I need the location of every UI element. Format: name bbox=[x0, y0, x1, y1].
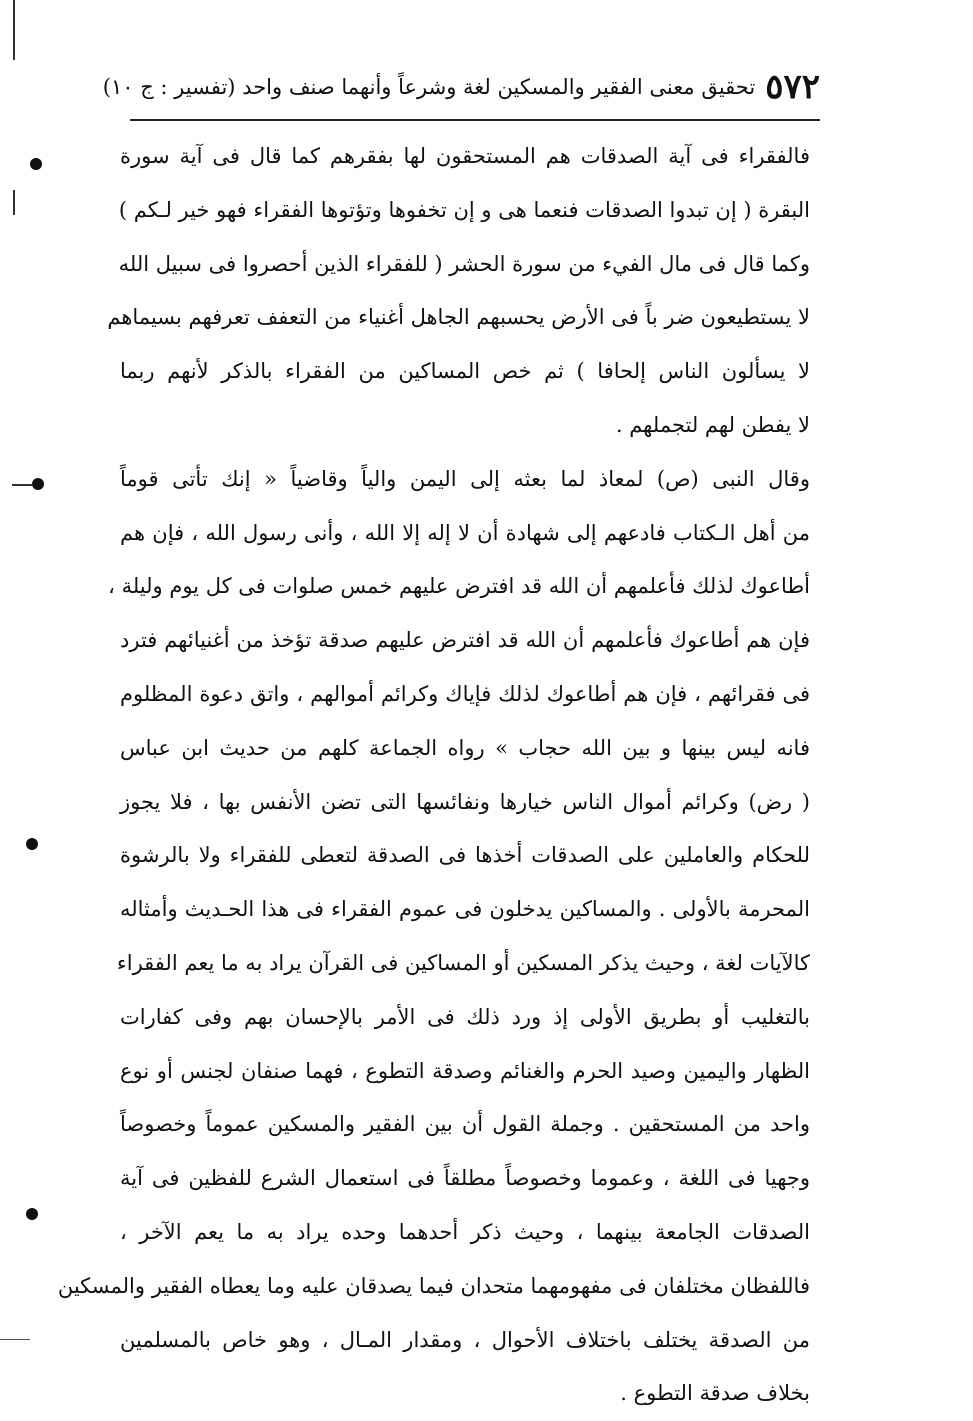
text-line: لا يفطن لهم لتجملهم . bbox=[615, 412, 810, 437]
text-line: فإن هم أطاعوك فأعلمهم أن الله قد افترض عليهم صدقة تؤخذ من أغنيائهم فترد bbox=[120, 628, 810, 653]
punch-hole-mark bbox=[30, 158, 42, 170]
punch-hole-mark bbox=[26, 1208, 38, 1220]
text-line: الصدقات الجامعة بينهما ، وحيث ذكر أحدهما وحده يراد به ما يعم الآخر ، bbox=[120, 1219, 810, 1244]
text-line: وكما قال فى مال الفيء من سورة الحشر ( للفقراء الذين أحصروا فى سبيل الله bbox=[118, 251, 810, 276]
header-rule bbox=[130, 119, 820, 121]
text-line: البقرة ( إن تبدوا الصدقات فنعما هى و إن تخفوها وتؤتوها الفقراء فهو خير لـكم ) bbox=[118, 197, 810, 222]
text-line: من الصدقة يختلف باختلاف الأحوال ، ومقدار المـال ، وهو خاص بالمسلمين bbox=[120, 1327, 810, 1352]
text-line: بالتغليب أو بطريق الأولى إذ ورد ذلك فى الأمر بالإحسان بهم وفى كفارات bbox=[120, 1004, 810, 1029]
text-line: المحرمة بالأولى . والمساكين يدخلون فى عموم الفقراء فى هذا الحـديث وأمثاله bbox=[120, 897, 810, 922]
text-line: واحد من المستحقين . وجملة القول أن بين الفقير والمسكين عموماً وخصوصاً bbox=[120, 1112, 810, 1137]
text-line: فاللفظان مختلفان فى مفهومهما متحدان فيما يصدقان عليه وما يعطاه الفقير والمسكين bbox=[57, 1273, 810, 1298]
page-header bbox=[102, 62, 820, 112]
text-line: وجهيا فى اللغة ، وعموما وخصوصاً مطلقاً فى استعمال الشرع للفظين فى آية bbox=[120, 1166, 810, 1191]
text-line: فى فقرائهم ، فإن هم أطاعوك لذلك فإياك وكرائم أموالهم ، واتق دعوة المظلوم bbox=[120, 681, 810, 706]
bottom-edge-mark bbox=[0, 1339, 30, 1340]
text-line: من أهل الـكتاب فادعهم إلى شهادة أن لا إله إلا الله ، وأنى رسول الله ، فإن هم bbox=[120, 520, 810, 545]
text-line: لا يسألون الناس إلحافا ) ثم خص المساكين من الفقراء بالذكر لأنهم ربما bbox=[120, 359, 810, 384]
punch-hole-mark bbox=[26, 838, 38, 850]
running-title: تحقيق معنى الفقير والمسكين لغة وشرعاً وأنهما صنف واحد (تفسير : ج ١٠) bbox=[102, 75, 756, 99]
margin-tick-top-left bbox=[13, 0, 15, 60]
text-line: للحكام والعاملين على الصدقات أخذها فى الصدقة لتعطى للفقراء ولا بالرشوة bbox=[120, 843, 810, 868]
punch-hole-mark bbox=[32, 478, 44, 490]
text-line: فانه ليس بينها و بين الله حجاب » رواه الجماعة كلهم من حديث ابن عباس bbox=[120, 735, 810, 760]
body-text bbox=[57, 130, 810, 1421]
page-number: ٥٧٢ bbox=[765, 67, 820, 107]
text-line: لا يستطيعون ضر باً فى الأرض يحسبهم الجاهل أغنياء من التعفف تعرفهم بسيماهم bbox=[107, 305, 810, 330]
text-line: الظهار واليمين وصيد الحرم والغنائم وصدقة التطوع ، فهما صنفان لجنس أو نوع bbox=[120, 1058, 810, 1083]
margin-tick-left bbox=[13, 190, 15, 215]
text-line: بخلاف صدقة التطوع . bbox=[620, 1381, 810, 1406]
margin-dash-mark bbox=[12, 484, 32, 486]
text-line: أطاعوك لذلك فأعلمهم أن الله قد افترض عليهم خمس صلوات فى كل يوم وليلة ، bbox=[108, 574, 810, 599]
text-line: وقال النبى (ص) لمعاذ لما بعثه إلى اليمن والياً وقاضياً « إنك تأتى قوماً bbox=[120, 466, 810, 491]
text-line: كالآيات لغة ، وحيث يذكر المسكين أو المساكين فى القرآن يراد به ما يعم الفقراء bbox=[116, 950, 810, 975]
text-line: ( رض) وكرائم أموال الناس خيارها ونفائسها التى تضن الأنفس بها ، فلا يجوز bbox=[120, 789, 810, 814]
text-line: فالفقراء فى آية الصدقات هم المستحقون لها بفقرهم كما قال فى آية سورة bbox=[120, 144, 810, 168]
